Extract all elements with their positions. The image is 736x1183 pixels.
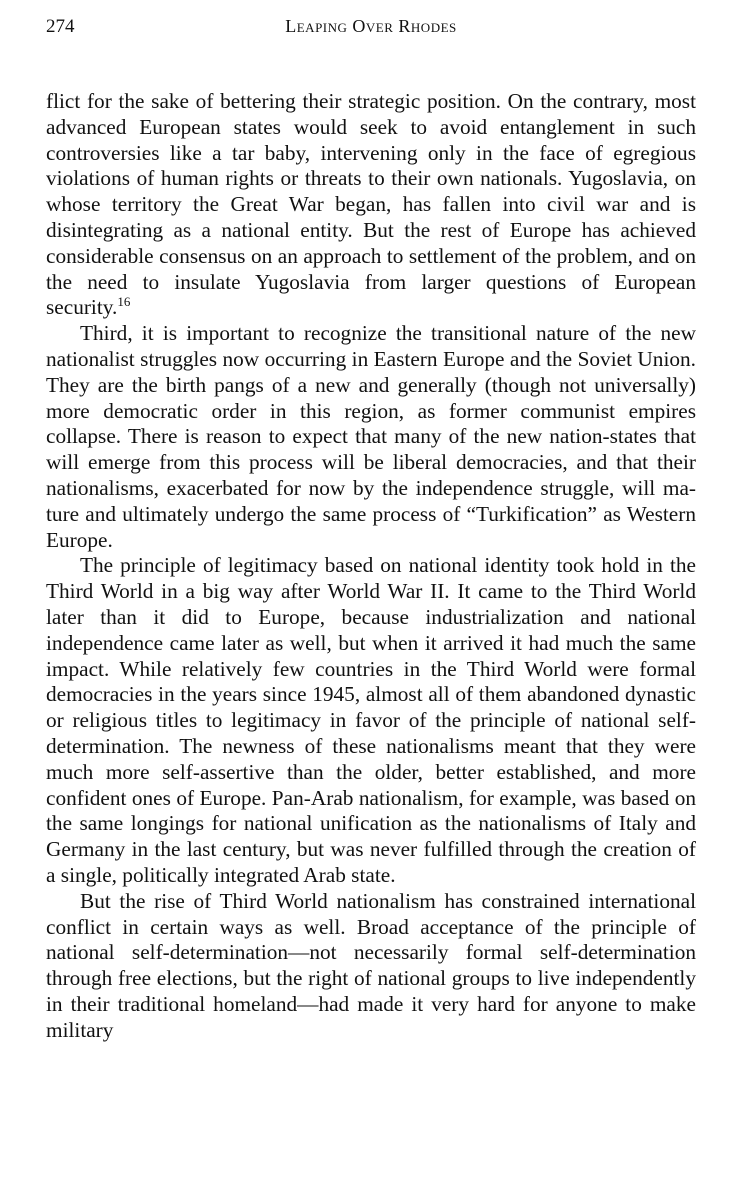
footnote-marker[interactable]: 16 xyxy=(117,294,131,310)
paragraph-4: But the rise of Third World nationalism has constrained international conflict in certain ways as well. Broad acceptance of the principle of national self-determination—not necessarily formal self-determination through free elections, but the right of national groups to live independently in their traditional homeland—had made it very hard for anyone to make military xyxy=(46,888,696,1042)
book-page xyxy=(46,14,696,1043)
paragraph-2: Third, it is important to recognize the transitional nature of the new nationalist struggles now occurring in Eastern Europe and the Soviet Union. They are the birth pangs of a new and generally (though not universally) more democratic order in this region, as former communist empires collapse. There is reason to expect that many of the new nation-states that will emerge from this process will be liberal democracies, and that their nationalisms, exacerbated for now by the independence struggle, will mature and ultimately undergo the same process of “Turkification” as Western Europe. xyxy=(46,321,696,552)
body-text xyxy=(46,89,696,1043)
page-number: 274 xyxy=(46,16,75,37)
running-header xyxy=(46,14,696,44)
paragraph-3: The principle of legitimacy based on national identity took hold in the Third World in a big way after World War II. It came to the Third World later than it did to Europe, because industrialization and national independence came later as well, but when it arrived it had much the same impact. While relatively few countries in the Third World were formal democracies in the years since 1945, almost all of them abandoned dynastic or religious titles to legitimacy in favor of the principle of national self-determination. The newness of these nationalisms meant that they were much more self-assertive than the older, better established, and more confident ones of Europe. Pan-Arab nationalism, for example, was based on the same longings for national unification as the nationalisms of Italy and Germany in the last century, but was never fulfilled through the creation of a single, politically integrated Arab state. xyxy=(46,553,696,887)
running-title: Leaping Over Rhodes xyxy=(285,16,457,36)
paragraph-1-text: flict for the sake of bettering their strategic position. On the contrary, most advanced European states would seek to avoid entanglement in such controversies like a tar baby, intervening only in the face of egregious violations of human rights or threats to their own nationals. Yugoslavia, on whose territory the Great War began, has fallen into civil war and is disintegrating as a national entity. But the rest of Europe has achieved considerable consensus on an approach to settlement of the problem, and on the need to insulate Yugoslavia from larger questions of European security. xyxy=(46,89,696,320)
paragraph-1 xyxy=(46,89,696,321)
